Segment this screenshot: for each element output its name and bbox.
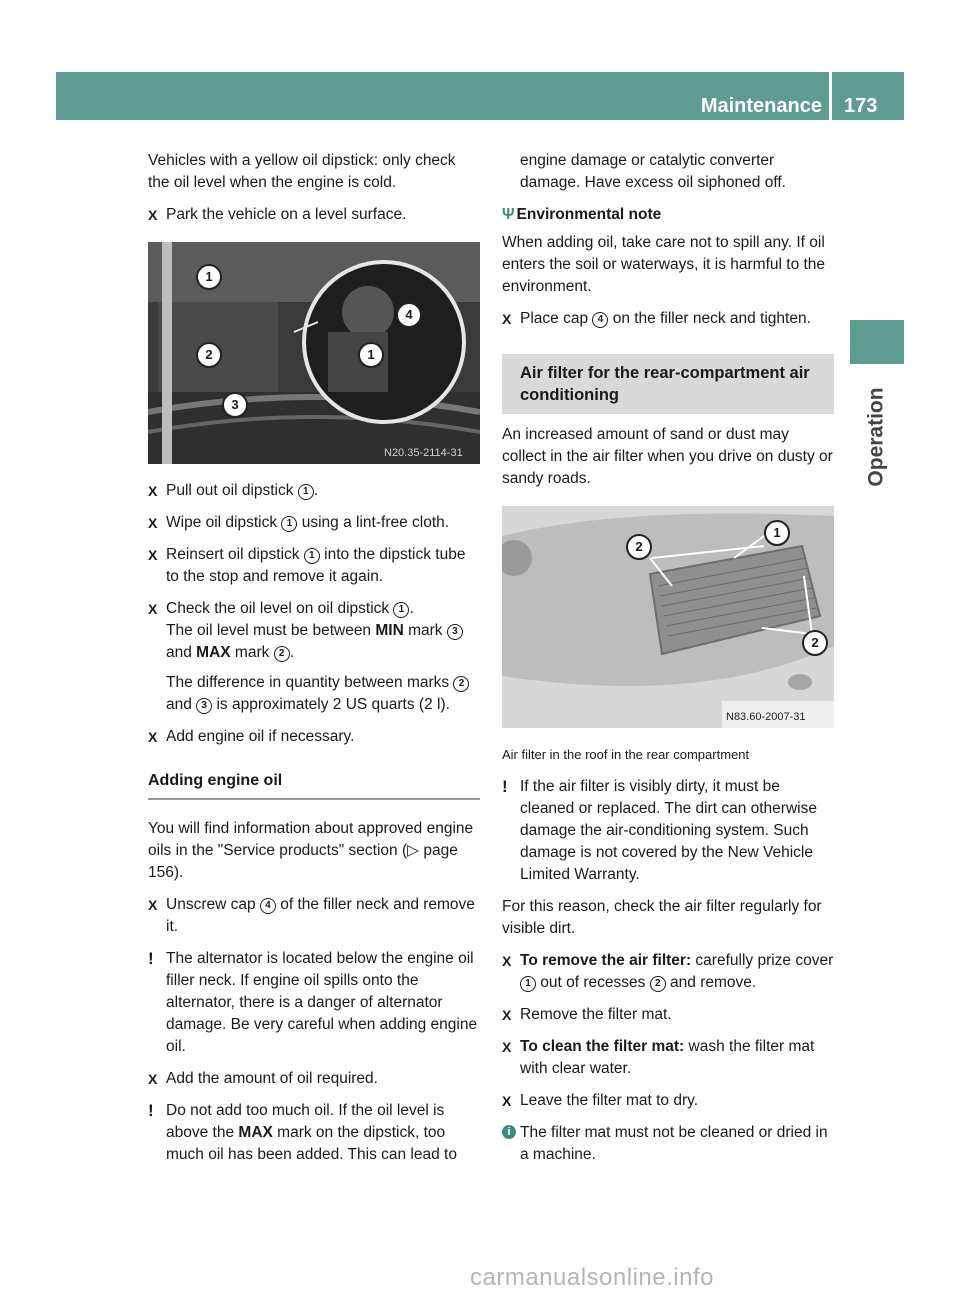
- callout-1-inset: 1: [358, 342, 384, 368]
- header-divider: [829, 72, 832, 120]
- warning-icon: !: [148, 1101, 154, 1120]
- warning-alternator: ! The alternator is located below the engine oil filler neck. If engine oil spills onto the alternator, there is a danger of alternator damage. Be very careful when adding engine oil.: [148, 949, 478, 1055]
- continued-text: engine damage or catalytic converter damage. Have excess oil siphoned off.: [520, 152, 786, 191]
- figure-code: N20.35-2114-31: [384, 447, 463, 459]
- air-filter-figure: [502, 506, 834, 728]
- callout-1-cover: 1: [764, 520, 790, 546]
- step-dry-mat: X Leave the filter mat to dry.: [502, 1092, 699, 1109]
- check-reason-text: For this reason, check the air filter regularly for visible dirt.: [502, 898, 822, 937]
- side-chapter-label: Operation: [865, 387, 888, 487]
- callout-2-top: 2: [626, 534, 652, 560]
- step-wipe: X Wipe oil dipstick 1 using a lint-free cloth.: [148, 514, 450, 531]
- environment-leaf-icon: Ψ: [502, 206, 515, 223]
- sand-dust-text: An increased amount of sand or dust may collect in the air filter when you drive on dusty or sandy roads.: [502, 426, 833, 487]
- section-adding-engine-oil: Adding engine oil: [148, 766, 480, 800]
- check-detail: The oil level must be between MIN mark 3 and MAX mark 2 .: [166, 620, 480, 664]
- side-tab-marker: [850, 320, 904, 364]
- step-remove-filter: X To remove the air filter: carefully prize cover 1 out of recesses 2 and remove.: [502, 952, 834, 991]
- warning-icon: !: [148, 949, 154, 968]
- info-note: i The filter mat must not be cleaned or dried in a machine.: [502, 1122, 834, 1166]
- callout-2-right: 2: [802, 630, 828, 656]
- step-x-icon: X: [148, 207, 158, 223]
- callout-1: 1: [196, 264, 222, 290]
- step-pull: X Pull out oil dipstick 1 .: [148, 482, 319, 499]
- step-reinsert: X Reinsert oil dipstick 1 into the dipstick tube to the stop and remove it again.: [148, 546, 466, 585]
- step-remove-mat: X Remove the filter mat.: [502, 1006, 672, 1023]
- intro-text: Vehicles with a yellow oil dipstick: only check the oil level when the engine is cold.: [148, 152, 456, 191]
- figure-code: N83.60-2007-31: [726, 711, 806, 723]
- step-add: X Add engine oil if necessary.: [148, 728, 355, 745]
- step-unscrew: X Unscrew cap 4 of the filler neck and remove it.: [148, 896, 475, 935]
- page-number: 173: [844, 95, 878, 117]
- watermark: carmanualsonline.info: [470, 1264, 714, 1291]
- warning-air-filter: ! If the air filter is visibly dirty, it must be cleaned or replaced. The dirt can otherwise damage the air-conditioning system. Such damage is not covered by the New Vehicle Limited Warranty.: [502, 777, 817, 883]
- page-ref-arrow-icon: ▷: [407, 842, 420, 859]
- callout-4: 4: [396, 302, 422, 328]
- step-check: X Check the oil level on oil dipstick 1 . The oil level must be between MIN mark 3 and MAX mark 2 . The difference in quantity between marks 2 and 3 is approximately 2 US quarts (2 l).: [148, 598, 480, 716]
- right-column: [502, 150, 834, 1176]
- figure-caption: Air filter in the roof in the rear compartment: [502, 747, 750, 762]
- step-clean-mat: X To clean the filter mat: wash the filter mat with clear water.: [502, 1038, 815, 1077]
- warning-too-much-oil: ! Do not add too much oil. If the oil level is above the MAX mark on the dipstick, too much oil has been added. This can lead to: [148, 1101, 457, 1163]
- engine-bay-figure: [148, 242, 480, 464]
- difference-detail: The difference in quantity between marks 2 and 3 is approximately 2 US quarts (2 l).: [166, 672, 480, 716]
- step-park: X Park the vehicle on a level surface.: [148, 204, 480, 226]
- info-icon: i: [502, 1125, 516, 1139]
- info-text: You will find information about approved engine oils in the "Service products" section (▷ page 156).: [148, 820, 474, 881]
- callout-2: 2: [196, 342, 222, 368]
- environmental-note-text: When adding oil, take care not to spill any. If oil enters the soil or waterways, it is harmful to the environment.: [502, 234, 826, 295]
- section-air-filter: Air filter for the rear-compartment air conditioning: [502, 354, 834, 414]
- section-header-title: Maintenance: [700, 95, 822, 117]
- step-amount: X Add the amount of oil required.: [148, 1070, 378, 1087]
- warning-icon: !: [502, 777, 508, 796]
- left-column: [148, 150, 480, 1176]
- callout-3: 3: [222, 392, 248, 418]
- step-place-cap: X Place cap 4 on the filler neck and tighten.: [502, 310, 811, 327]
- environmental-note-title: Ψ Environmental note: [502, 206, 662, 223]
